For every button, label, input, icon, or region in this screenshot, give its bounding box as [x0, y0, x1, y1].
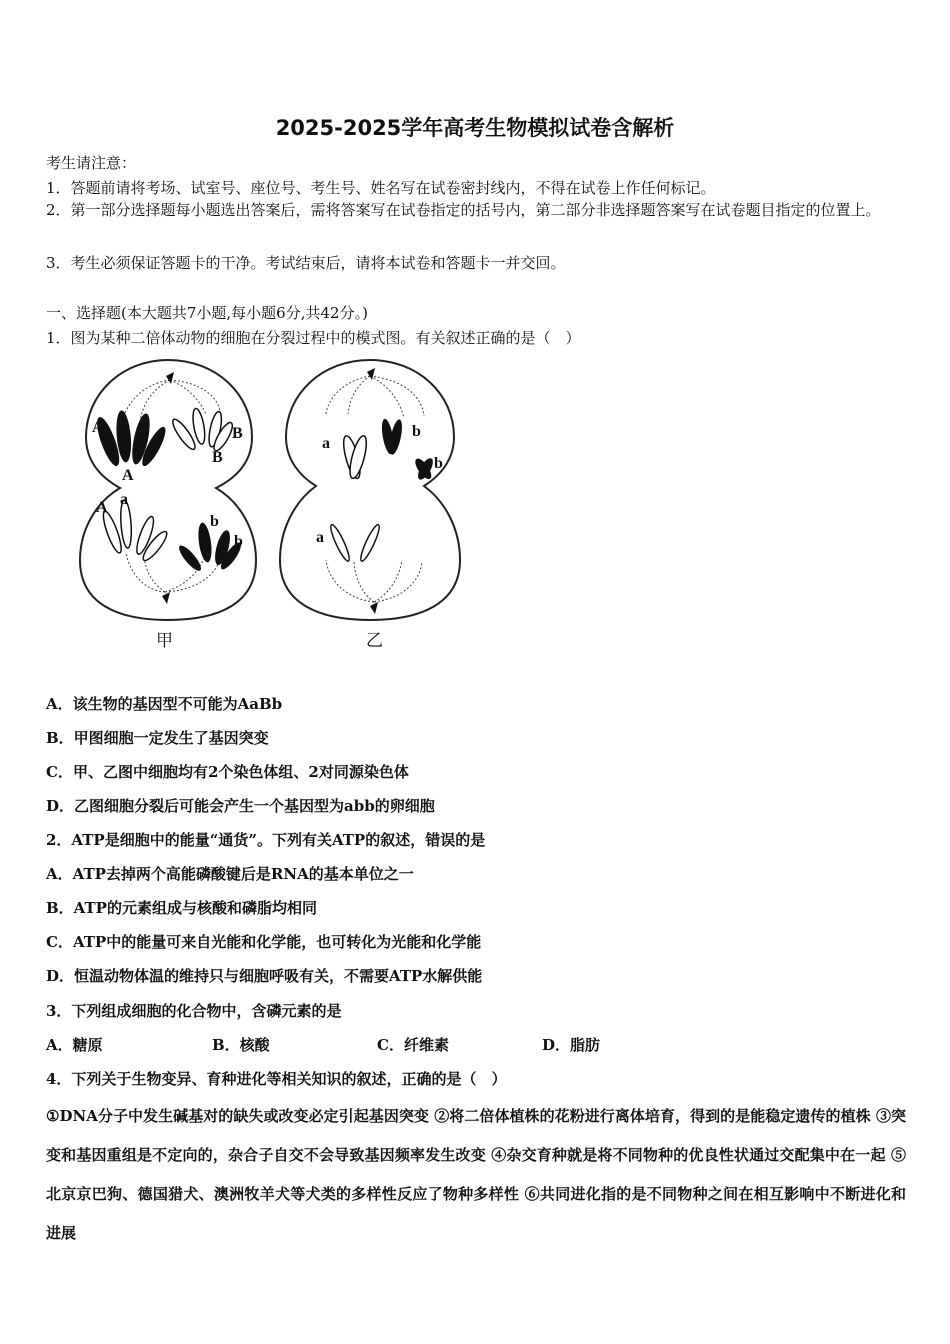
- gene-label: A: [92, 419, 104, 436]
- q4-stem: 4．下列关于生物变异、育种进化等相关知识的叙述，正确的是（ ）: [46, 1070, 507, 1088]
- figure-label-jia: 甲: [156, 631, 173, 650]
- gene-label: B: [212, 449, 223, 466]
- q2-option-d: D．恒温动物体温的维持只与细胞呼吸有关，不需要ATP水解供能: [46, 967, 483, 985]
- q1-option-d: D．乙图细胞分裂后可能会产生一个基因型为abb的卵细胞: [46, 797, 435, 815]
- gene-label: b: [234, 533, 243, 550]
- gene-label: A: [96, 499, 108, 516]
- notice-item-3: 3．考生必须保证答题卡的干净。考试结束后，请将本试卷和答题卡一并交回。: [46, 254, 566, 272]
- notice-item-1: 1．答题前请将考场、试室号、座位号、考生号、姓名写在试卷密封线内，不得在试卷上作任何标记。: [46, 179, 716, 197]
- cell-division-figure: [70, 352, 490, 657]
- q3-option-b: B．核酸: [212, 1036, 270, 1054]
- gene-label: A: [122, 467, 134, 484]
- gene-label: a: [316, 529, 324, 546]
- q2-stem: 2．ATP是细胞中的能量“通货”。下列有关ATP的叙述，错误的是: [46, 831, 486, 849]
- notice-item-2: 2．第一部分选择题每小题选出答案后，需将答案写在试卷指定的括号内，第二部分非选择题答案写在试卷题目指定的位置上。: [46, 201, 881, 219]
- q2-option-b: B．ATP的元素组成与核酸和磷脂均相同: [46, 899, 317, 917]
- gene-label: b: [412, 423, 421, 440]
- gene-label: b: [210, 513, 219, 530]
- q3-option-c: C．纤维素: [377, 1036, 449, 1054]
- page-title: 2025-2025学年高考生物模拟试卷含解析: [275, 116, 675, 140]
- gene-label: a: [120, 491, 128, 508]
- gene-label: B: [232, 425, 243, 442]
- q1-option-a: A．该生物的基因型不可能为AaBb: [46, 695, 283, 713]
- cell-yi-outline: [280, 360, 460, 620]
- q3-stem: 3．下列组成细胞的化合物中，含磷元素的是: [46, 1002, 342, 1020]
- cell-jia-outline: [80, 360, 256, 620]
- q1-option-b: B．甲图细胞一定发生了基因突变: [46, 729, 269, 747]
- q4-body: ①DNA分子中发生碱基对的缺失或改变必定引起基因突变 ②将二倍体植株的花粉进行离体培育，得到的是能稳定遗传的植株 ③突变和基因重组是不定向的，杂合子自交不会导致基因频率发生改变 ④杂交育种就是将不同物种的优良性状通过交配集中在一起 ⑤北京京巴狗、德国猎犬、澳洲牧羊犬等犬类的多样性反应了物种多样性 ⑥共同进化指的是不同物种之间在相互影响中不断进化和进展: [46, 1107, 906, 1242]
- section-heading: 一、选择题(本大题共7小题,每小题6分,共42分。): [46, 304, 368, 322]
- q2-option-a: A．ATP去掉两个高能磷酸键后是RNA的基本单位之一: [46, 865, 414, 883]
- q1-option-c: C．甲、乙图中细胞均有2个染色体组、2对同源染色体: [46, 763, 409, 781]
- gene-label: a: [322, 435, 330, 452]
- chromosome-yi-4: [328, 523, 352, 563]
- q3-option-d: D．脂肪: [542, 1036, 601, 1054]
- figure-label-yi: 乙: [366, 631, 383, 650]
- notice-heading: 考生请注意：: [46, 154, 137, 172]
- q2-option-c: C．ATP中的能量可来自光能和化学能，也可转化为光能和化学能: [46, 933, 482, 951]
- q3-option-a: A．糖原: [46, 1036, 103, 1054]
- q1-stem: 1．图为某种二倍体动物的细胞在分裂过程中的模式图。有关叙述正确的是（ ）: [46, 329, 581, 347]
- gene-label: b: [434, 455, 443, 472]
